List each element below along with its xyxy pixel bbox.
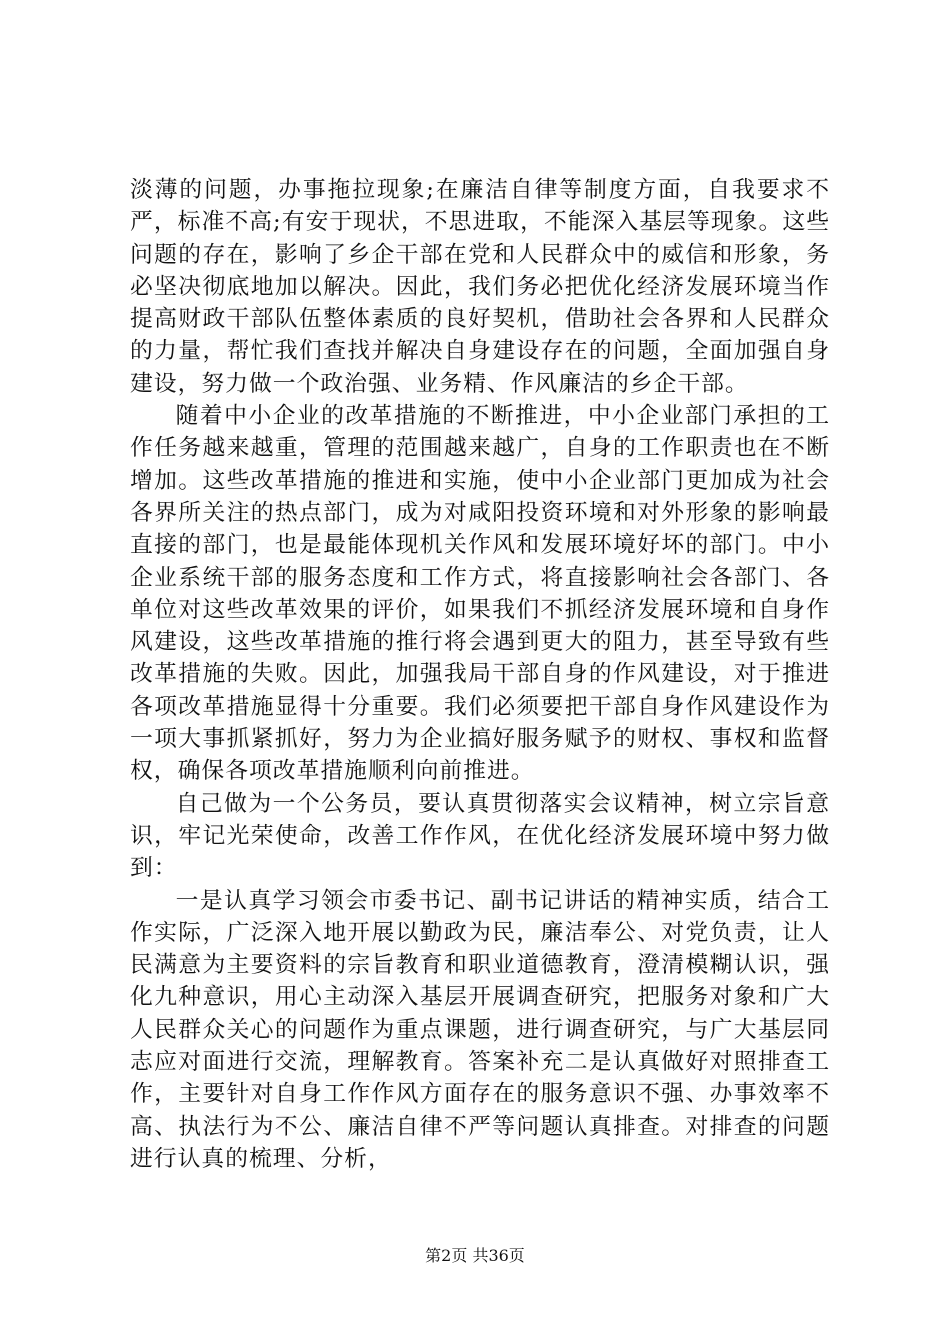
paragraph-4: 一是认真学习领会市委书记、副书记讲话的精神实质，结合工作实际，广泛深入地开展以勤政为民，廉洁奉公、对党负责，让人民满意为主要资料的宗旨教育和职业道德教育，澄清模糊认识，强化九种意识，用心主动深入基层开展调查研究，把服务对象和广大人民群众关心的问题作为重点课题，进行调查研究，与广大基层同志应对面进行交流，理解教育。答案补充二是认真做好对照排查工作，主要针对自身工作作风方面存在的服务意识不强、办事效率不高、执法行为不公、廉洁自律不严等问题认真排查。对排查的问题进行认真的梳理、分析， [130,887,830,1172]
page-number-footer: 第2页 共36页 [425,1246,525,1265]
paragraph-3: 自己做为一个公务员，要认真贯彻落实会议精神，树立宗旨意识，牢记光荣使命，改善工作作风，在优化经济发展环境中努力做到： [130,790,830,882]
paragraph-1: 淡薄的问题，办事拖拉现象;在廉洁自律等制度方面，自我要求不严，标准不高;有安于现状，不思进取，不能深入基层等现象。这些问题的存在，影响了乡企干部在党和人民群众中的威信和形象，务必坚决彻底地加以解决。因此，我们务必把优化经济发展环境当作提高财政干部队伍整体素质的良好契机，借助社会各界和人民群众的力量，帮忙我们查找并解决自身建设存在的问题，全面加强自身建设，努力做一个政治强、业务精、作风廉洁的乡企干部。 [130,177,830,397]
document-body [130,174,830,1175]
paragraph-2: 随着中小企业的改革措施的不断推进，中小企业部门承担的工作任务越来越重，管理的范围越来越广，自身的工作职责也在不断增加。这些改革措施的推进和实施，使中小企业部门更加成为社会各界所关注的热点部门，成为对咸阳投资环境和对外形象的影响最直接的部门，也是最能体现机关作风和发展环境好坏的部门。中小企业系统干部的服务态度和工作方式，将直接影响社会各部门、各单位对这些改革效果的评价，如果我们不抓经济发展环境和自身作风建设，这些改革措施的推行将会遇到更大的阻力，甚至导致有些改革措施的失败。因此，加强我局干部自身的作风建设，对于推进各项改革措施显得十分重要。我们必须要把干部自身作风建设作为一项大事抓紧抓好，努力为企业搞好服务赋予的财权、事权和监督权，确保各项改革措施顺利向前推进。 [130,403,830,785]
